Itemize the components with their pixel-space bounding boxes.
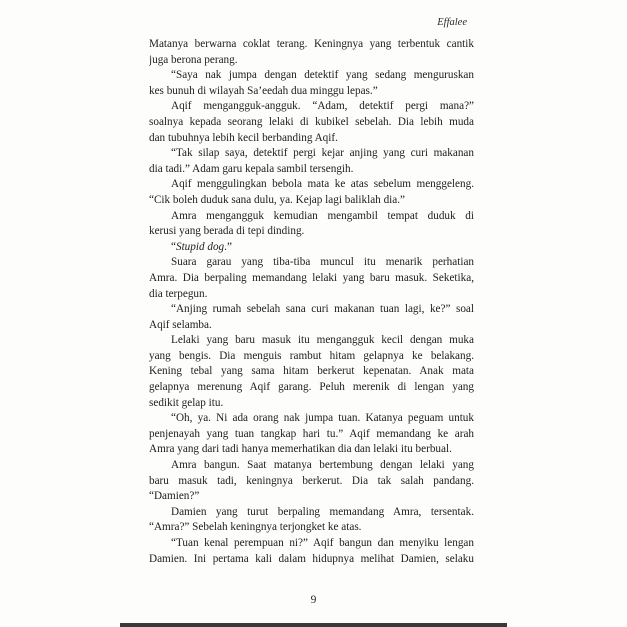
text-line: sedikit gelap itu. bbox=[149, 396, 224, 409]
page-number: 9 bbox=[310, 594, 317, 606]
text-line: Amra. Dia berpaling memandang lelaki yang baru masuk. Seketika, bbox=[149, 271, 474, 284]
text-line: kerusi yang berada di tepi dinding. bbox=[149, 225, 305, 238]
text-line: Aqif mengangguk-angguk. “Adam, detektif pergi mana?” bbox=[171, 100, 474, 113]
text-line: soalnya kepada seorang lelaki di kubikel sebelah. Dia lebih muda bbox=[149, 115, 474, 128]
text-line: “Damien?” bbox=[149, 490, 200, 503]
text-line: dan tubuhnya lebih kecil berbanding Aqif. bbox=[149, 131, 338, 144]
text-line: Aqif menggulingkan bebola mata ke atas sebelum menggeleng. bbox=[171, 178, 474, 191]
text-line: “Tak silap saya, detektif pergi kejar anjing yang curi makanan bbox=[171, 147, 474, 160]
body-text bbox=[149, 37, 474, 567]
text-line: kes bunuh di wilayah Sa’eedah dua minggu lepas.” bbox=[149, 84, 378, 97]
text-line: penjenayah yang tuan tangkap hari tu.” Aqif memandang ke arah bbox=[149, 427, 474, 440]
text-line: Suara garau yang tiba-tiba muncul itu menarik perhatian bbox=[171, 256, 474, 269]
text-line: yang bengis. Dia menguis rambut hitam gelapnya ke belakang. bbox=[149, 349, 474, 362]
text-line: “Oh, ya. Ni ada orang nak jumpa tuan. Katanya peguam untuk bbox=[171, 412, 474, 425]
text-line: “Anjing rumah sebelah sana curi makanan tuan lagi, ke?” soal bbox=[171, 303, 474, 316]
text-line: “Tuan kenal perempuan ni?” Aqif bangun dan menyiku lengan bbox=[171, 537, 474, 549]
text-line: Amra mengangguk kemudian mengambil tempat duduk di bbox=[171, 209, 474, 222]
text-line: “Cik boleh duduk sana dulu, ya. Kejap lagi baliklah dia.” bbox=[149, 193, 406, 206]
text-line: Damien yang turut berpaling memandang Amra, tersentak. bbox=[171, 505, 474, 518]
text-line: Matanya berwarna coklat terang. Keningnya yang terbentuk cantik bbox=[149, 38, 474, 50]
text-line: Aqif selamba. bbox=[149, 318, 212, 331]
text-line: Lelaki yang baru masuk itu mengangguk kecil dengan muka bbox=[171, 334, 474, 347]
text-line: dia tadi.” Adam garu kepala sambil tersengih. bbox=[149, 162, 354, 175]
running-head: Effalee bbox=[437, 17, 467, 28]
text-line: “Saya nak jumpa dengan detektif yang sedang menguruskan bbox=[171, 69, 474, 82]
text-line: baru masuk tadi, keningnya berkerut. Dia tak salah pandang. bbox=[149, 474, 474, 487]
text-line: gelapnya merenung Aqif garang. Peluh merenik di lengan yang bbox=[149, 381, 474, 394]
text-line: Kening tebal yang sama hitam berkerut kepenatan. Anak mata bbox=[149, 365, 474, 378]
text-line: Damien. Ini pertama kali dalam hidupnya melihat Damien, selaku bbox=[149, 552, 474, 565]
text-line: Amra bangun. Saat matanya bertembung dengan lelaki yang bbox=[171, 459, 474, 472]
text-line: Amra yang dari tadi hanya memerhatikan dia dan lelaki itu berbual. bbox=[149, 443, 452, 456]
page-bottom-edge bbox=[120, 623, 507, 627]
text-line: dia terpegun. bbox=[149, 287, 208, 300]
text-line: “Stupid dog.” bbox=[171, 240, 232, 253]
text-line: juga berona perang. bbox=[149, 53, 238, 66]
text-line: “Amra?” Sebelah keningnya terjongket ke atas. bbox=[149, 521, 362, 534]
